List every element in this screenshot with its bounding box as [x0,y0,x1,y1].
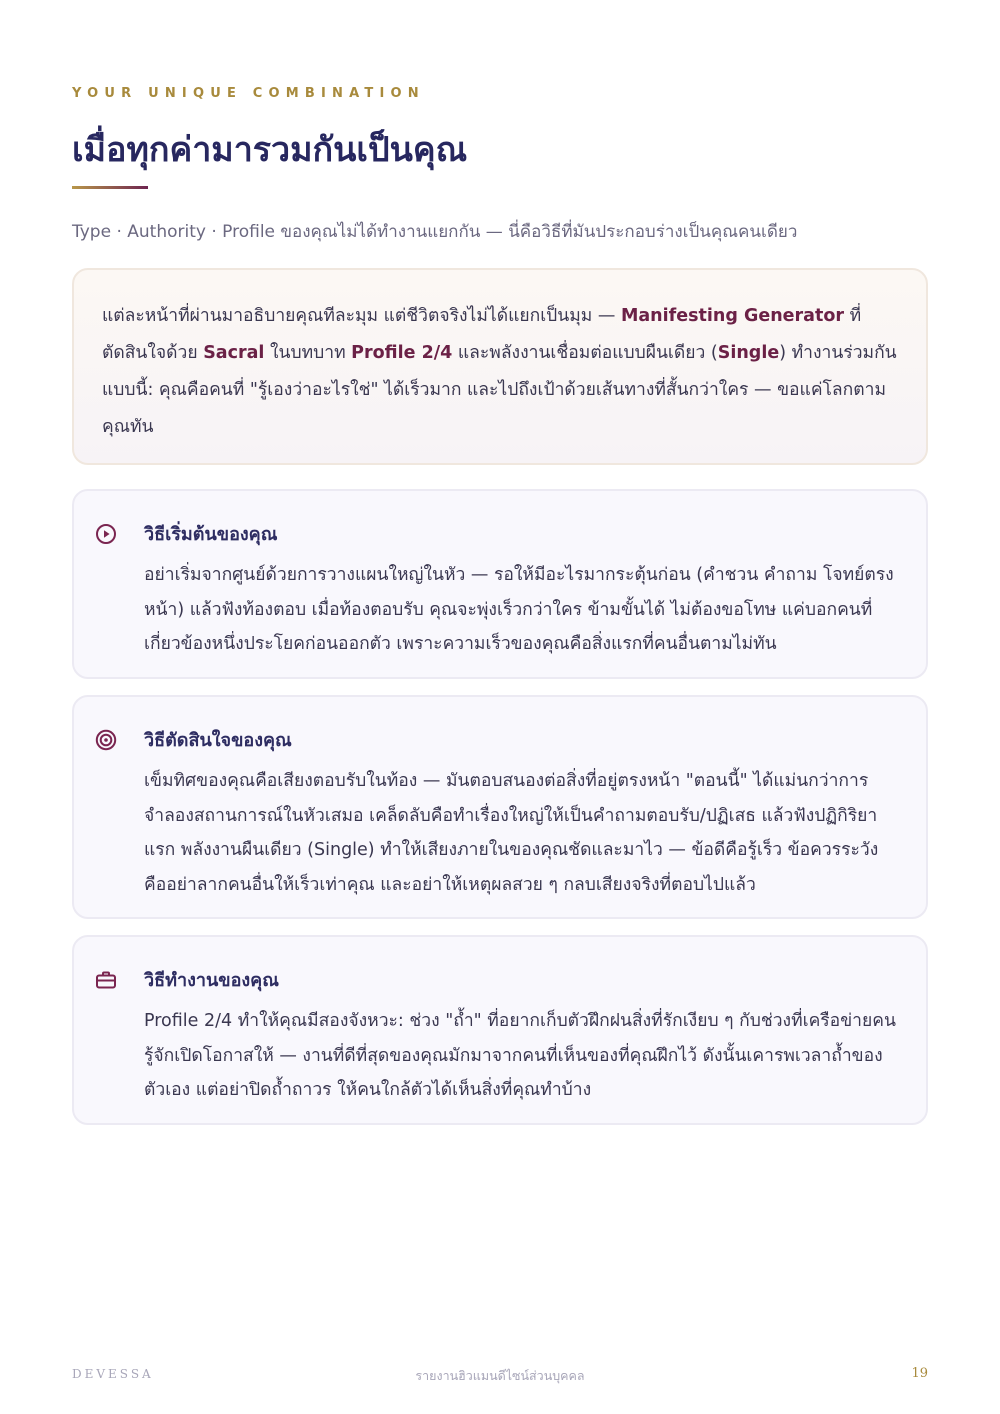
title-underline-divider [72,186,148,189]
page-title: เมื่อทุกค่ามารวมกันเป็นคุณ [72,130,468,170]
target-icon [94,728,118,752]
intro-text: ที่ตัดสินใจด้วย [102,306,862,363]
footer-brand: DEVESSA [72,1367,154,1381]
intro-definition-highlight: Single [717,343,780,363]
intro-text: ในบทบาท [264,343,352,363]
page-subtitle: Type · Authority · Profile ของคุณไม่ได้ทำงานแยกกัน — นี่คือวิธีที่มันประกอบร่างเป็นคุณคนเดียว [72,222,798,242]
intro-authority-highlight: Sacral [203,343,265,363]
section-body: Profile 2/4 ทำให้คุณมีสองจังหวะ: ช่วง "ถ้ำ" ที่อยากเก็บตัวฝึกฝนสิ่งที่รักเงียบ ๆ กับช่วงที่เครือข่ายคนรู้จักเปิดโอกาสให้ — งานที่ดีที่สุดของคุณมักมาจากคนที่เห็นของที่คุณฝึกไว้ ดังนั้นเคารพเวลาถ้ำของตัวเอง แต่อย่าปิดถ้ำถาวร ให้คนใกล้ตัวได้เห็นสิ่งที่คุณทำบ้าง [144,1011,896,1100]
page-number: 19 [911,1366,928,1381]
footer-report-title: รายงานฮิวแมนดีไซน์ส่วนบุคคล [415,1368,585,1383]
section-body: เข็มทิศของคุณคือเสียงตอบรับในท้อง — มันตอบสนองต่อสิ่งที่อยู่ตรงหน้า "ตอนนี้" ได้แม่นกว่าการจำลองสถานการณ์ในหัวเสมอ เคล็ดลับคือทำเรื่องใหญ่ให้เป็นคำถามตอบรับ/ปฏิเสธ แล้วฟังปฏิกิริยาแรก พลังงานผืนเดียว (Single) ทำให้เสียงภายในของคุณชัดและมาไว — ข้อดีคือรู้เร็ว ข้อควรระวังคืออย่าลากคนอื่นให้เร็วเท่าคุณ และอย่าให้เหตุผลสวย ๆ กลบเสียงจริงที่ตอบไปแล้ว [144,771,879,895]
intro-text: ) ทำงานร่วมกันแบบนี้: คุณคือคนที่ "รู้เองว่าอะไรใช่" ได้เร็วมาก และไปถึงเป้าด้วยเส้นทางที่สั้นกว่าใคร — ขอแค่โลกตามคุณทัน [102,343,897,437]
briefcase-icon [94,968,118,992]
intro-text: และพลังงานเชื่อมต่อแบบผืนเดียว ( [452,343,718,363]
play-circle-icon [94,522,118,546]
section-title: วิธีเริ่มต้นของคุณ [144,524,278,545]
section-body: อย่าเริ่มจากศูนย์ด้วยการวางแผนใหญ่ในหัว — รอให้มีอะไรมากระตุ้นก่อน (คำชวน คำถาม โจทย์ตรงหน้า) แล้วฟังท้องตอบ เมื่อท้องตอบรับ คุณจะพุ่งเร็วกว่าใคร ข้ามขั้นได้ ไม่ต้องขอโทษ แค่บอกคนที่เกี่ยวข้องหนึ่งประโยคก่อนออกตัว เพราะความเร็วของคุณคือสิ่งแรกที่คนอื่นตามไม่ทัน [144,565,894,654]
intro-text: แต่ละหน้าที่ผ่านมาอธิบายคุณทีละมุม แต่ชีวิตจริงไม่ได้แยกเป็นมุม — [102,306,621,326]
intro-type-highlight: Manifesting Generator [620,306,844,326]
section-title: วิธีตัดสินใจของคุณ [144,730,292,751]
section-card-work [72,935,928,1125]
section-title: วิธีทำงานของคุณ [144,970,279,991]
section-eyebrow: YOUR UNIQUE COMBINATION [72,86,425,101]
section-card-decision [72,695,928,919]
intro-summary-card [72,268,928,465]
section-card-start [72,489,928,679]
intro-profile-highlight: Profile 2/4 [351,343,453,363]
